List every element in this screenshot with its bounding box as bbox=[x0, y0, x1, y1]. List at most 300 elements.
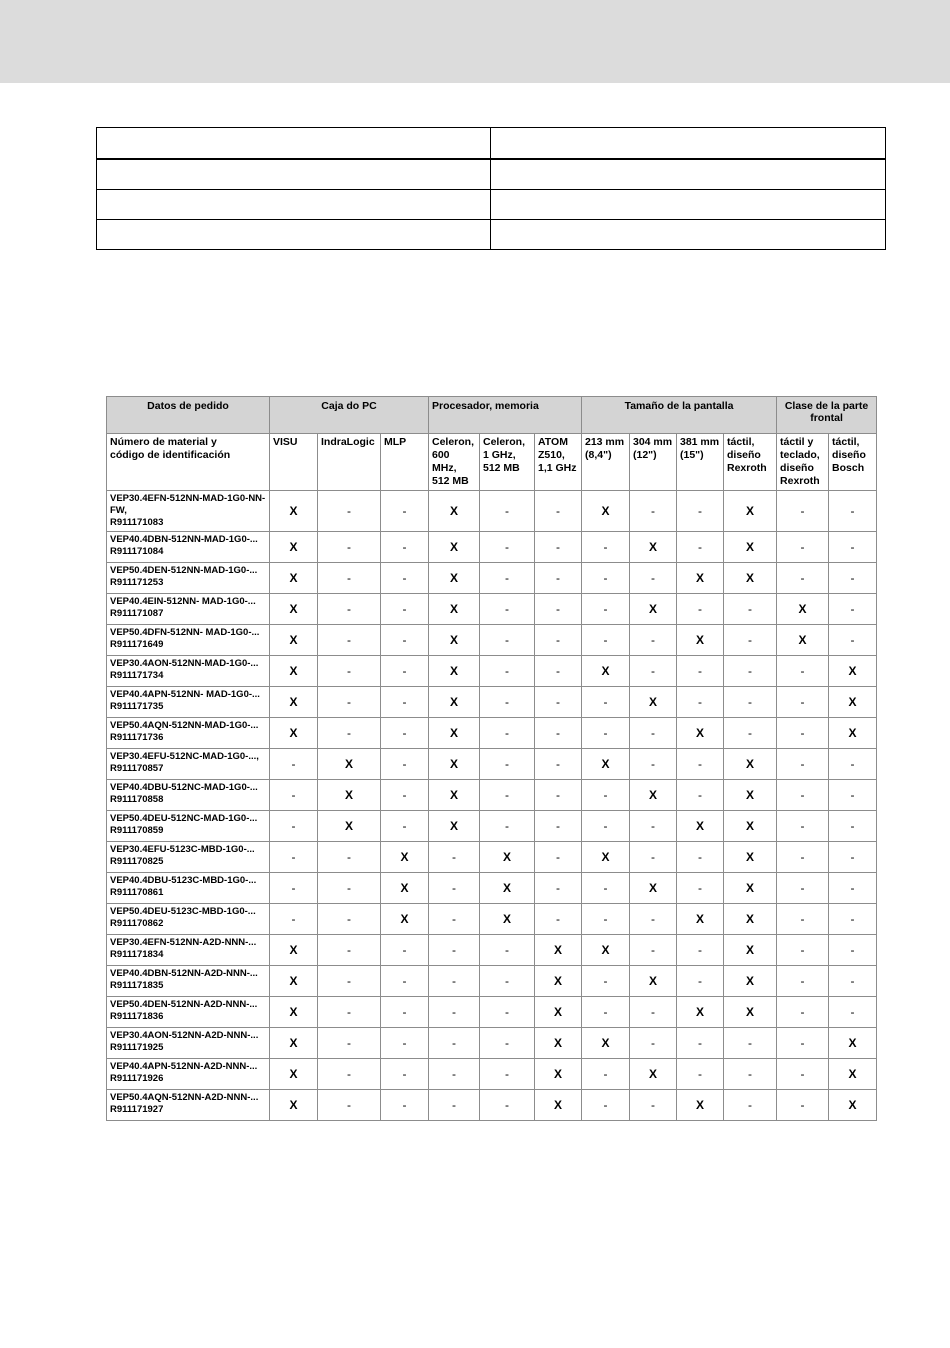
value-cell: - bbox=[480, 625, 535, 656]
value-cell: - bbox=[777, 563, 829, 594]
value-cell: X bbox=[429, 656, 480, 687]
value-cell: X bbox=[829, 1059, 877, 1090]
value-cell: - bbox=[318, 594, 381, 625]
value-cell: X bbox=[535, 935, 582, 966]
value-cell: X bbox=[777, 625, 829, 656]
value-cell: - bbox=[535, 718, 582, 749]
value-cell: - bbox=[677, 656, 724, 687]
value-cell: X bbox=[270, 997, 318, 1028]
value-cell: X bbox=[677, 718, 724, 749]
value-cell: X bbox=[724, 811, 777, 842]
value-cell: - bbox=[381, 811, 429, 842]
value-cell: - bbox=[318, 997, 381, 1028]
value-cell: - bbox=[829, 904, 877, 935]
value-cell: - bbox=[381, 1090, 429, 1121]
value-cell: - bbox=[480, 563, 535, 594]
value-cell: - bbox=[630, 1090, 677, 1121]
value-cell: - bbox=[318, 718, 381, 749]
value-cell: X bbox=[381, 842, 429, 873]
value-cell: - bbox=[381, 563, 429, 594]
value-cell: - bbox=[777, 873, 829, 904]
value-cell: - bbox=[777, 966, 829, 997]
value-cell: - bbox=[582, 594, 630, 625]
value-cell: - bbox=[480, 1059, 535, 1090]
value-cell: X bbox=[724, 873, 777, 904]
value-cell: - bbox=[582, 563, 630, 594]
value-cell: - bbox=[777, 749, 829, 780]
value-cell: - bbox=[829, 780, 877, 811]
value-cell: X bbox=[829, 1028, 877, 1059]
value-cell: X bbox=[582, 749, 630, 780]
value-cell: - bbox=[724, 656, 777, 687]
value-cell: - bbox=[535, 656, 582, 687]
table-row bbox=[107, 491, 877, 532]
material-id-cell: VEP40.4EIN-512NN- MAD-1G0-... R911171087 bbox=[107, 594, 270, 625]
value-cell: X bbox=[270, 563, 318, 594]
value-cell: - bbox=[480, 811, 535, 842]
value-cell: - bbox=[381, 749, 429, 780]
table-row bbox=[107, 1028, 877, 1059]
value-cell: X bbox=[270, 1028, 318, 1059]
value-cell: - bbox=[318, 842, 381, 873]
value-cell: X bbox=[677, 563, 724, 594]
value-cell: X bbox=[381, 873, 429, 904]
table-row bbox=[107, 594, 877, 625]
table-row bbox=[107, 687, 877, 718]
value-cell: X bbox=[270, 532, 318, 563]
value-cell: - bbox=[630, 718, 677, 749]
value-cell: - bbox=[777, 1059, 829, 1090]
value-cell: - bbox=[318, 563, 381, 594]
material-id-cell: VEP30.4EFN-512NN-MAD-1G0-NN- FW, R911171083 bbox=[107, 491, 270, 532]
value-cell: X bbox=[270, 625, 318, 656]
value-cell: X bbox=[829, 656, 877, 687]
material-id-cell: VEP50.4DEU-5123C-MBD-1G0-... R911170862 bbox=[107, 904, 270, 935]
value-cell: - bbox=[318, 935, 381, 966]
value-cell: - bbox=[829, 842, 877, 873]
value-cell: X bbox=[630, 873, 677, 904]
value-cell: - bbox=[724, 1028, 777, 1059]
value-cell: X bbox=[535, 1090, 582, 1121]
material-id-cell: VEP50.4AQN-512NN-MAD-1G0-... R911171736 bbox=[107, 718, 270, 749]
value-cell: - bbox=[630, 1028, 677, 1059]
blank-cell bbox=[491, 159, 886, 190]
material-id-cell: VEP40.4DBN-512NN-A2D-NNN-... R911171835 bbox=[107, 966, 270, 997]
value-cell: - bbox=[318, 532, 381, 563]
value-cell: X bbox=[535, 1028, 582, 1059]
value-cell: - bbox=[480, 687, 535, 718]
column-header: táctil, diseño Bosch bbox=[829, 434, 877, 491]
value-cell: X bbox=[630, 687, 677, 718]
value-cell: X bbox=[724, 935, 777, 966]
value-cell: - bbox=[582, 532, 630, 563]
value-cell: - bbox=[270, 811, 318, 842]
value-cell: - bbox=[677, 935, 724, 966]
value-cell: - bbox=[829, 563, 877, 594]
value-cell: X bbox=[677, 997, 724, 1028]
blank-cell bbox=[97, 159, 491, 190]
value-cell: X bbox=[535, 966, 582, 997]
value-cell: X bbox=[582, 1028, 630, 1059]
column-header: táctil, diseño Rexroth bbox=[724, 434, 777, 491]
table-row bbox=[107, 532, 877, 563]
value-cell: X bbox=[724, 780, 777, 811]
value-cell: - bbox=[582, 1059, 630, 1090]
value-cell: X bbox=[480, 904, 535, 935]
value-cell: - bbox=[480, 1028, 535, 1059]
value-cell: X bbox=[270, 687, 318, 718]
value-cell: X bbox=[429, 811, 480, 842]
table-row bbox=[107, 625, 877, 656]
value-cell: X bbox=[582, 935, 630, 966]
material-id-cell: VEP50.4AQN-512NN-A2D-NNN-... R911171927 bbox=[107, 1090, 270, 1121]
value-cell: - bbox=[777, 1028, 829, 1059]
column-header: VISU bbox=[270, 434, 318, 491]
blank-cell bbox=[491, 220, 886, 250]
value-cell: - bbox=[381, 625, 429, 656]
value-cell: - bbox=[829, 873, 877, 904]
value-cell: X bbox=[480, 842, 535, 873]
value-cell: - bbox=[829, 811, 877, 842]
table-row bbox=[107, 966, 877, 997]
value-cell: - bbox=[777, 1090, 829, 1121]
value-cell: - bbox=[829, 966, 877, 997]
value-cell: X bbox=[429, 687, 480, 718]
material-id-cell: VEP30.4EFU-512NC-MAD-1G0-..., R911170857 bbox=[107, 749, 270, 780]
value-cell: - bbox=[677, 749, 724, 780]
value-cell: - bbox=[724, 687, 777, 718]
value-cell: - bbox=[318, 904, 381, 935]
value-cell: X bbox=[677, 1090, 724, 1121]
value-cell: - bbox=[535, 532, 582, 563]
value-cell: X bbox=[724, 904, 777, 935]
value-cell: - bbox=[381, 656, 429, 687]
value-cell: - bbox=[677, 687, 724, 718]
value-cell: - bbox=[535, 749, 582, 780]
value-cell: - bbox=[318, 873, 381, 904]
blank-table-row bbox=[97, 128, 886, 160]
value-cell: - bbox=[381, 1059, 429, 1090]
table-row bbox=[107, 842, 877, 873]
value-cell: - bbox=[480, 780, 535, 811]
value-cell: - bbox=[677, 491, 724, 532]
value-cell: - bbox=[318, 625, 381, 656]
value-cell: - bbox=[429, 935, 480, 966]
value-cell: - bbox=[270, 842, 318, 873]
value-cell: X bbox=[630, 532, 677, 563]
value-cell: - bbox=[318, 491, 381, 532]
value-cell: X bbox=[724, 997, 777, 1028]
value-cell: X bbox=[777, 594, 829, 625]
value-cell: X bbox=[270, 656, 318, 687]
value-cell: - bbox=[270, 749, 318, 780]
value-cell: - bbox=[777, 811, 829, 842]
value-cell: - bbox=[480, 491, 535, 532]
value-cell: - bbox=[777, 687, 829, 718]
value-cell: - bbox=[535, 780, 582, 811]
value-cell: - bbox=[777, 842, 829, 873]
value-cell: - bbox=[582, 811, 630, 842]
value-cell: - bbox=[381, 491, 429, 532]
value-cell: - bbox=[677, 873, 724, 904]
value-cell: X bbox=[724, 966, 777, 997]
value-cell: - bbox=[480, 749, 535, 780]
value-cell: - bbox=[318, 687, 381, 718]
value-cell: - bbox=[777, 904, 829, 935]
value-cell: - bbox=[829, 625, 877, 656]
value-cell: X bbox=[429, 563, 480, 594]
value-cell: - bbox=[630, 491, 677, 532]
value-cell: - bbox=[270, 904, 318, 935]
value-cell: - bbox=[318, 966, 381, 997]
value-cell: - bbox=[630, 625, 677, 656]
value-cell: - bbox=[270, 873, 318, 904]
value-cell: - bbox=[429, 966, 480, 997]
blank-table-row bbox=[97, 220, 886, 250]
value-cell: X bbox=[318, 749, 381, 780]
table-row bbox=[107, 997, 877, 1028]
value-cell: - bbox=[582, 1090, 630, 1121]
column-header: 304 mm (12") bbox=[630, 434, 677, 491]
value-cell: X bbox=[429, 718, 480, 749]
value-cell: - bbox=[677, 966, 724, 997]
value-cell: X bbox=[270, 966, 318, 997]
column-header: Celeron, 1 GHz, 512 MB bbox=[480, 434, 535, 491]
blank-cell bbox=[97, 190, 491, 220]
table-row bbox=[107, 656, 877, 687]
value-cell: - bbox=[480, 594, 535, 625]
group-header-order-data: Datos de pedido bbox=[107, 397, 270, 434]
value-cell: X bbox=[429, 491, 480, 532]
value-cell: - bbox=[582, 966, 630, 997]
material-id-cell: VEP30.4AON-512NN-A2D-NNN-... R911171925 bbox=[107, 1028, 270, 1059]
blank-cell bbox=[491, 190, 886, 220]
material-id-cell: VEP30.4EFN-512NN-A2D-NNN-... R911171834 bbox=[107, 935, 270, 966]
material-id-cell: VEP50.4DEN-512NN-A2D-NNN-... R911171836 bbox=[107, 997, 270, 1028]
order-table-body bbox=[107, 491, 877, 1121]
column-header: 213 mm (8,4") bbox=[582, 434, 630, 491]
value-cell: X bbox=[270, 1059, 318, 1090]
value-cell: - bbox=[630, 935, 677, 966]
sub-header-row bbox=[107, 434, 877, 491]
value-cell: - bbox=[535, 904, 582, 935]
table-row bbox=[107, 811, 877, 842]
value-cell: X bbox=[630, 1059, 677, 1090]
value-cell: - bbox=[777, 997, 829, 1028]
value-cell: - bbox=[381, 718, 429, 749]
value-cell: - bbox=[630, 904, 677, 935]
value-cell: - bbox=[582, 718, 630, 749]
value-cell: X bbox=[582, 491, 630, 532]
value-cell: X bbox=[630, 780, 677, 811]
value-cell: X bbox=[630, 594, 677, 625]
table-row bbox=[107, 780, 877, 811]
value-cell: X bbox=[429, 532, 480, 563]
material-id-cell: VEP50.4DFN-512NN- MAD-1G0-... R911171649 bbox=[107, 625, 270, 656]
value-cell: - bbox=[535, 811, 582, 842]
blank-table-row bbox=[97, 190, 886, 220]
value-cell: - bbox=[429, 873, 480, 904]
value-cell: - bbox=[381, 687, 429, 718]
value-cell: - bbox=[480, 656, 535, 687]
material-id-cell: VEP50.4DEU-512NC-MAD-1G0-... R911170859 bbox=[107, 811, 270, 842]
material-id-cell: VEP50.4DEN-512NN-MAD-1G0-... R911171253 bbox=[107, 563, 270, 594]
value-cell: - bbox=[630, 563, 677, 594]
column-header: 381 mm (15") bbox=[677, 434, 724, 491]
column-header: ATOM Z510, 1,1 GHz bbox=[535, 434, 582, 491]
value-cell: - bbox=[677, 780, 724, 811]
value-cell: X bbox=[318, 780, 381, 811]
value-cell: X bbox=[381, 904, 429, 935]
column-header: MLP bbox=[381, 434, 429, 491]
value-cell: - bbox=[777, 780, 829, 811]
value-cell: - bbox=[829, 594, 877, 625]
blank-cell bbox=[491, 128, 886, 160]
value-cell: - bbox=[480, 935, 535, 966]
table-row bbox=[107, 563, 877, 594]
value-cell: X bbox=[677, 625, 724, 656]
value-cell: - bbox=[777, 656, 829, 687]
value-cell: - bbox=[829, 532, 877, 563]
value-cell: - bbox=[677, 842, 724, 873]
value-cell: - bbox=[582, 997, 630, 1028]
material-id-cell: VEP40.4DBU-512NC-MAD-1G0-... R911170858 bbox=[107, 780, 270, 811]
column-header-material-number: Número de material y código de identificación bbox=[107, 434, 270, 491]
value-cell: - bbox=[381, 780, 429, 811]
value-cell: - bbox=[582, 904, 630, 935]
value-cell: - bbox=[630, 842, 677, 873]
material-id-cell: VEP40.4APN-512NN-A2D-NNN-... R911171926 bbox=[107, 1059, 270, 1090]
value-cell: - bbox=[535, 873, 582, 904]
group-header-pc-case: Caja do PC bbox=[270, 397, 429, 434]
value-cell: - bbox=[381, 997, 429, 1028]
value-cell: - bbox=[429, 1059, 480, 1090]
column-header: IndraLogic bbox=[318, 434, 381, 491]
value-cell: - bbox=[829, 749, 877, 780]
value-cell: X bbox=[270, 1090, 318, 1121]
value-cell: - bbox=[777, 491, 829, 532]
table-row bbox=[107, 1090, 877, 1121]
value-cell: - bbox=[381, 966, 429, 997]
value-cell: X bbox=[318, 811, 381, 842]
header-band bbox=[0, 0, 950, 83]
value-cell: - bbox=[429, 997, 480, 1028]
value-cell: X bbox=[829, 1090, 877, 1121]
value-cell: - bbox=[677, 594, 724, 625]
value-cell: X bbox=[535, 997, 582, 1028]
value-cell: - bbox=[829, 997, 877, 1028]
value-cell: X bbox=[724, 842, 777, 873]
value-cell: X bbox=[429, 780, 480, 811]
value-cell: - bbox=[582, 687, 630, 718]
value-cell: - bbox=[381, 1028, 429, 1059]
value-cell: X bbox=[270, 718, 318, 749]
blank-cell bbox=[97, 220, 491, 250]
material-id-cell: VEP30.4AON-512NN-MAD-1G0-... R911171734 bbox=[107, 656, 270, 687]
column-header: Celeron, 600 MHz, 512 MB bbox=[429, 434, 480, 491]
value-cell: - bbox=[582, 873, 630, 904]
value-cell: X bbox=[270, 594, 318, 625]
value-cell: - bbox=[535, 687, 582, 718]
table-row bbox=[107, 749, 877, 780]
group-header-row bbox=[107, 397, 877, 434]
value-cell: - bbox=[535, 491, 582, 532]
value-cell: - bbox=[429, 842, 480, 873]
value-cell: X bbox=[677, 904, 724, 935]
value-cell: X bbox=[429, 625, 480, 656]
value-cell: X bbox=[724, 532, 777, 563]
value-cell: - bbox=[381, 594, 429, 625]
material-id-cell: VEP40.4DBN-512NN-MAD-1G0-... R911171084 bbox=[107, 532, 270, 563]
group-header-screen-size: Tamaño de la pantalla bbox=[582, 397, 777, 434]
material-id-cell: VEP40.4APN-512NN- MAD-1G0-... R911171735 bbox=[107, 687, 270, 718]
group-header-front-class: Clase de la parte frontal bbox=[777, 397, 877, 434]
value-cell: - bbox=[829, 935, 877, 966]
value-cell: - bbox=[582, 780, 630, 811]
order-data-table bbox=[106, 396, 877, 1121]
value-cell: - bbox=[381, 935, 429, 966]
value-cell: - bbox=[535, 563, 582, 594]
value-cell: - bbox=[429, 1090, 480, 1121]
table-row bbox=[107, 718, 877, 749]
value-cell: - bbox=[677, 532, 724, 563]
value-cell: - bbox=[724, 594, 777, 625]
value-cell: - bbox=[480, 532, 535, 563]
value-cell: - bbox=[724, 1090, 777, 1121]
value-cell: X bbox=[480, 873, 535, 904]
value-cell: - bbox=[318, 1059, 381, 1090]
value-cell: - bbox=[724, 1059, 777, 1090]
value-cell: - bbox=[480, 997, 535, 1028]
value-cell: - bbox=[535, 625, 582, 656]
table-row bbox=[107, 904, 877, 935]
value-cell: X bbox=[829, 718, 877, 749]
value-cell: X bbox=[582, 842, 630, 873]
value-cell: X bbox=[429, 749, 480, 780]
value-cell: - bbox=[630, 656, 677, 687]
value-cell: - bbox=[677, 1028, 724, 1059]
table-row bbox=[107, 1059, 877, 1090]
value-cell: X bbox=[535, 1059, 582, 1090]
value-cell: - bbox=[535, 842, 582, 873]
value-cell: - bbox=[429, 904, 480, 935]
value-cell: - bbox=[480, 718, 535, 749]
value-cell: X bbox=[677, 811, 724, 842]
value-cell: - bbox=[318, 1028, 381, 1059]
blank-table bbox=[96, 127, 886, 250]
value-cell: X bbox=[270, 491, 318, 532]
material-id-cell: VEP30.4EFU-5123C-MBD-1G0-... R911170825 bbox=[107, 842, 270, 873]
value-cell: - bbox=[630, 749, 677, 780]
value-cell: - bbox=[724, 625, 777, 656]
value-cell: X bbox=[630, 966, 677, 997]
value-cell: - bbox=[318, 656, 381, 687]
table-row bbox=[107, 935, 877, 966]
value-cell: - bbox=[480, 1090, 535, 1121]
value-cell: - bbox=[630, 811, 677, 842]
value-cell: - bbox=[318, 1090, 381, 1121]
table-row bbox=[107, 873, 877, 904]
value-cell: - bbox=[582, 625, 630, 656]
value-cell: X bbox=[429, 594, 480, 625]
value-cell: X bbox=[582, 656, 630, 687]
value-cell: X bbox=[270, 935, 318, 966]
value-cell: - bbox=[724, 718, 777, 749]
value-cell: - bbox=[381, 532, 429, 563]
blank-cell bbox=[97, 128, 491, 160]
value-cell: - bbox=[677, 1059, 724, 1090]
value-cell: - bbox=[480, 966, 535, 997]
